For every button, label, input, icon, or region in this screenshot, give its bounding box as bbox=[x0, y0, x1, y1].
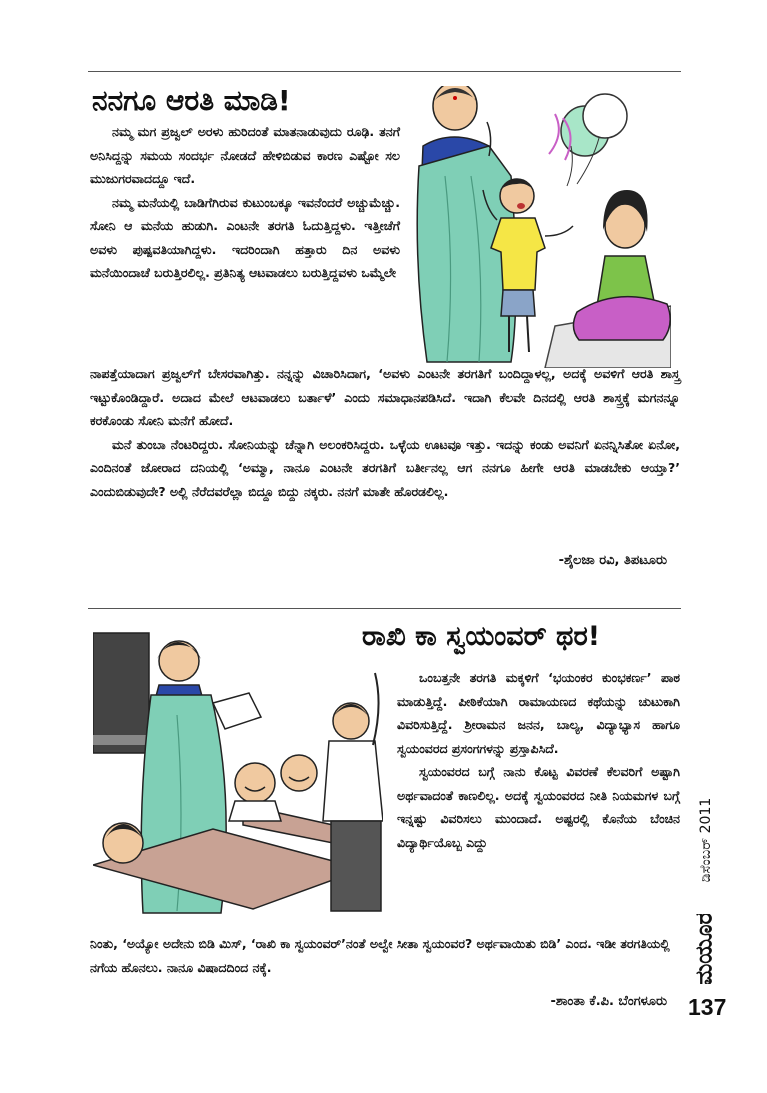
article1-paragraph-4: ಮನೆ ತುಂಬಾ ನೆಂಟರಿದ್ದರು. ಸೋನಿಯನ್ನು ಚೆನ್ನಾಗಿ ಅಲಂಕರಿಸಿದ್ದರು. ಒಳ್ಳೆಯ ಊಟವೂ ಇತ್ತು. ಇದನ್ನು ಕಂಡು ಅವನಿಗೆ ಏನನ್ನಿಸಿತೋ ಏನೋ, ಎಂದಿನಂತೆ ಜೋರಾದ ದನಿಯಲ್ಲಿ ‘ಅಮ್ಮಾ, ನಾನೂ ಎಂಟನೇ ತರಗತಿಗೆ ಬರ್ತೀನಲ್ಲ ಆಗ ನನಗೂ ಹೀಗೇ ಆರತಿ ಮಾಡಬೇಕು ಆಯ್ತಾ?’ ಎಂದುಬಿಡುವುದೇ? ಅಲ್ಲಿ ನೆರೆದವರೆಲ್ಲಾ ಬಿದ್ದೂ ಬಿದ್ದು ನಕ್ಕರು. ನನಗೆ ಮಾತೇ ಹೊರಡಲಿಲ್ಲ. bbox=[90, 436, 680, 499]
top-rule bbox=[88, 71, 681, 72]
article1-paragraph-3: ನಾಪತ್ತೆಯಾದಾಗ ಪ್ರಜ್ವಲ್‌ಗೆ ಬೇಸರವಾಗಿತ್ತು. ನನ್ನನ್ನು ವಿಚಾರಿಸಿದಾಗ, ‘ಅವಳು ಎಂಟನೇ ತರಗತಿಗೆ ಬಂದಿದ್ದಾಳಲ್ಲ, ಅದಕ್ಕೆ ಅವಳಿಗೆ ಆರತಿ ಶಾಸ್ತ್ರ ಇಟ್ಟುಕೊಂಡಿದ್ದಾರೆ. ಅದಾದ ಮೇಲೆ ಆಟವಾಡಲು ಬರ್ತಾಳೆ’ ಎಂದು ಸಮಾಧಾನಪಡಿಸಿದೆ. ಇದಾಗಿ ಕೆಲವೇ ದಿನದಲ್ಲಿ ಆರತಿ ಶಾಸ್ತ್ರಕ್ಕೆ ಮಗನನ್ನೂ ಕರಕೊಂಡು ಸೋನಿ ಮನೆಗೆ ಹೋದೆ. bbox=[90, 366, 680, 428]
article2-byline: -ಶಾಂತಾ ಕೆ.ಪಿ. ಬೆಂಗಳೂರು bbox=[550, 994, 667, 1009]
article1-full-text bbox=[90, 362, 680, 503]
classroom-illustration bbox=[93, 625, 383, 917]
svg-text:ಮಯೂರ: ಮಯೂರ bbox=[691, 914, 718, 984]
article2-paragraph-3: ನಿಂತು, ‘ಅಯ್ಯೋ ಅದೇನು ಬಿಡಿ ಮಿಸ್, ‘ರಾಖಿ ಕಾ ಸ್ವಯಂವರ್’ನಂತೆ ಅಲ್ವೇ ಸೀತಾ ಸ್ವಯಂವರ? ಅರ್ಥವಾಯಿತು ಬಿಡಿ’ ಎಂದ. ಇಡೀ ತರಗತಿಯಲ್ಲಿ ನಗೆಯ ಹೊನಲು. ನಾನೂ ವಿಷಾದದಿಂದ ನಕ್ಕೆ. bbox=[90, 936, 670, 975]
mayura-logo-icon bbox=[690, 914, 720, 984]
article1-title: ನನಗೂ ಆರತಿ ಮಾಡಿ! bbox=[92, 84, 291, 117]
aarti-family-illustration bbox=[405, 86, 671, 368]
middle-rule bbox=[88, 608, 681, 609]
article2-full-text bbox=[90, 932, 680, 979]
article1-illustration bbox=[405, 86, 671, 368]
article2-paragraph-1: ಒಂಬತ್ತನೇ ತರಗತಿ ಮಕ್ಕಳಿಗೆ ‘ಭಯಂಕರ ಕುಂಭಕರ್ಣ’ ಪಾಠ ಮಾಡುತ್ತಿದ್ದೆ. ಪೀಠಿಕೆಯಾಗಿ ರಾಮಾಯಣದ ಕಥೆಯನ್ನು ಚುಟುಕಾಗಿ ವಿವರಿಸುತ್ತಿದ್ದೆ. ಶ್ರೀರಾಮನ ಜನನ, ಬಾಲ್ಯ, ವಿದ್ಯಾಭ್ಯಾಸ ಹಾಗೂ ಸ್ವಯಂವರದ ಪ್ರಸಂಗಗಳನ್ನು ಪ್ರಸ್ತಾಪಿಸಿದೆ. bbox=[397, 670, 680, 756]
article1-paragraph-2: ನಮ್ಮ ಮನೆಯಲ್ಲಿ ಬಾಡಿಗೆಗಿರುವ ಕುಟುಂಬಕ್ಕೂ ಇವನೆಂದರೆ ಅಚ್ಚುಮೆಚ್ಚು. ಸೋನಿ ಆ ಮನೆಯ ಹುಡುಗಿ. ಎಂಟನೇ ತರಗತಿ ಓದುತ್ತಿದ್ದಳು. ಇತ್ತೀಚೆಗೆ ಅವಳು ಪುಷ್ಪವತಿಯಾಗಿದ್ದಳು. ಇದರಿಂದಾಗಿ ಹತ್ತಾರು ದಿನ ಅವಳು ಮನೆಯಿಂದಾಚೆ ಬರುತ್ತಿರಲಿಲ್ಲ. ಪ್ರತಿನಿತ್ಯ ಆಟವಾಡಲು ಬರುತ್ತಿದ್ದವಳು ಒಮ್ಮೆಲೇ bbox=[90, 194, 400, 280]
page-number: 137 bbox=[688, 994, 727, 1020]
article2-title: ರಾಖಿ ಕಾ ಸ್ವಯಂವರ್ ಥರ! bbox=[362, 621, 601, 652]
article2-illustration bbox=[93, 625, 383, 917]
article2-paragraph-2: ಸ್ವಯಂವರದ ಬಗ್ಗೆ ನಾನು ಕೊಟ್ಟ ವಿವರಣೆ ಕೆಲವರಿಗೆ ಅಷ್ಟಾಗಿ ಅರ್ಥವಾದಂತೆ ಕಾಣಲಿಲ್ಲ. ಅದಕ್ಕೆ ಸ್ವಯಂವರದ ನೀತಿ ನಿಯಮಗಳ ಬಗ್ಗೆ ಇನ್ನಷ್ಟು ವಿವರಿಸಲು ಮುಂದಾದೆ. ಅಷ್ಟರಲ್ಲಿ ಕೊನೆಯ ಬೆಂಚಿನ ವಿದ್ಯಾರ್ಥಿಯೊಬ್ಬ ಎದ್ದು bbox=[397, 764, 680, 850]
magazine-logo bbox=[690, 914, 720, 984]
article1-byline: -ಶೈಲಜಾ ರವಿ, ತಿಪಟೂರು bbox=[558, 553, 667, 568]
article2-side-text bbox=[397, 666, 680, 854]
article1-side-text bbox=[90, 120, 400, 285]
article1-paragraph-1: ನಮ್ಮ ಮಗ ಪ್ರಜ್ವಲ್ ಅರಳು ಹುರಿದಂತೆ ಮಾತನಾಡುವುದು ರೂಢಿ. ತನಗೆ ಅನಿಸಿದ್ದನ್ನು ಸಮಯ ಸಂದರ್ಭ ನೋಡದೆ ಹೇಳಿಬಿಡುವ ಕಾರಣ ಎಷ್ಟೋ ಸಲ ಮುಜುಗರವಾದದ್ದೂ ಇದೆ. bbox=[90, 124, 400, 186]
issue-date-text: ಡಿಸೆಂಬರ್ 2011 bbox=[698, 797, 714, 883]
issue-date bbox=[694, 770, 718, 910]
